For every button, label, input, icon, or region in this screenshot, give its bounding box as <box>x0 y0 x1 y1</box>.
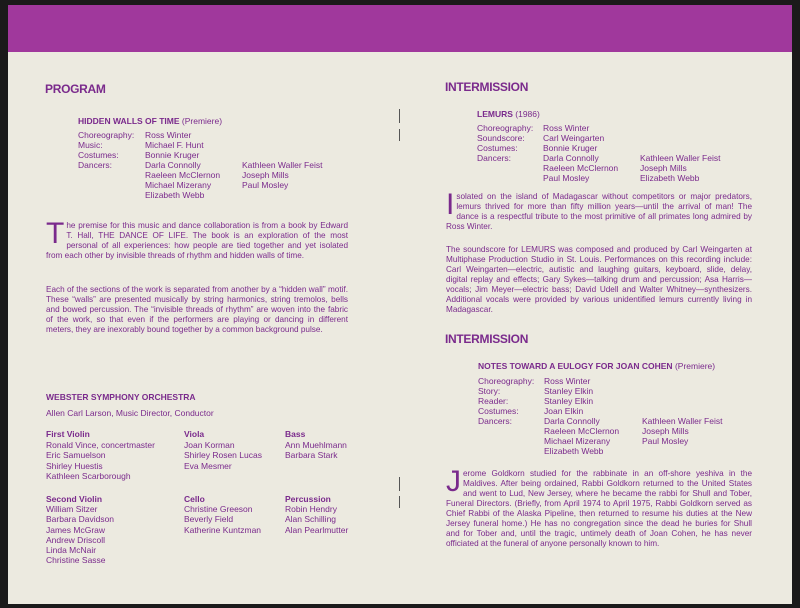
cello-list: Christine Greeson Beverly Field Katherine Kuntzman <box>184 504 262 535</box>
viola-list: Joan Korman Shirley Rosen Lucas Eva Mesmer <box>184 440 262 471</box>
section-first-violin: First Violin <box>46 429 90 439</box>
intermission-heading-1: INTERMISSION <box>445 80 529 94</box>
intermission-heading-2: INTERMISSION <box>445 332 529 346</box>
bass-list: Ann Muehlmann Barbara Stark <box>285 440 347 461</box>
lemurs-credit-labels: Choreography: Soundscore: Costumes: Dancers: <box>477 123 534 163</box>
program-sheet <box>8 5 792 604</box>
music-director: Allen Carl Larson, Music Director, Conductor <box>46 408 214 418</box>
section-second-violin: Second Violin <box>46 494 103 504</box>
second-violin-list: William Sitzer Barbara Davidson James McGraw Andrew Driscoll Linda McNair Christine Sasse <box>46 504 115 566</box>
section-bass: Bass <box>285 429 306 439</box>
eulogy-dancers-column-2: Kathleen Waller Feist Joseph Mills Paul Mosley <box>642 416 723 446</box>
percussion-list: Robin Hendry Alan Schilling Alan Pearlmutter <box>285 504 349 535</box>
fold-mark-top <box>399 109 400 123</box>
orchestra-heading: WEBSTER SYMPHONY ORCHESTRA <box>46 392 196 402</box>
dancers-column-2: Kathleen Waller Feist Joseph Mills Paul Mosley <box>242 160 323 190</box>
paragraph-soundscore: The soundscore for LEMURS was composed and produced by Carl Weingarten at Multiphase Production Studio in St. Louis. Performances on this recording include: Carl Weingarten—electric, autistic and laughing guitars, keyboard, slide, delay, digital replay and effects; Gary Sykes—talking drum and percussion; Asa Harris—vocals; Jim Meyer—electric bass; David Udell and Walter Whitney—synthesizers. Additional vocals were provided by various unidentified lemurs currently living in Madagascar. <box>446 245 752 314</box>
paragraph-lemurs: Isolated on the island of Madagascar without competitors or major predators, lemurs thrived for more than fifty million years—until the arrival of man! The dance is a respectful tribute to the most primitive of all primates long admired by Ross Winter. <box>446 188 752 231</box>
lemurs-dancers-column-2: Kathleen Waller Feist Joseph Mills Elizabeth Webb <box>640 153 721 183</box>
eulogy-credit-values: Ross Winter Stanley Elkin Stanley Elkin Joan Elkin Darla Connolly Raeleen McClernon Michael Mizerany Elizabeth Webb <box>544 376 620 456</box>
drop-cap: T <box>46 217 65 250</box>
credit-values: Ross Winter Michael F. Hunt Bonnie Kruger Darla Connolly Raeleen McClernon Michael Mizerany Elizabeth Webb <box>145 130 221 200</box>
work-title-hidden-walls: HIDDEN WALLS OF TIME (Premiere) <box>78 116 223 126</box>
fold-mark-bottom <box>399 477 400 491</box>
fold-mark-bottom-2 <box>399 496 400 508</box>
work-title-lemurs: LEMURS (1986) <box>477 109 540 119</box>
drop-cap: I <box>446 188 455 221</box>
credit-labels: Choreography: Music: Costumes: Dancers: <box>78 130 135 170</box>
first-violin-list: Ronald Vince, concertmaster Eric Samuelson Shirley Huestis Kathleen Scarborough <box>46 440 155 481</box>
paragraph-premise: The premise for this music and dance collaboration is from a book by Edward T. Hall, THE DANCE OF LIFE. The book is an exploration of the most personal of all experiences: how people are tied together and yet isolated from each other by invisible threads of rhythm and hidden walls of time. <box>46 217 348 260</box>
section-cello: Cello <box>184 494 205 504</box>
paragraph-goldkorn: Jerome Goldkorn studied for the rabbinate in an off-shore yeshiva in the Maldives. After being ordained, Rabbi Goldkorn returned to the United States and went to Lud, New Jersey, where he became the rabbi for Shull and Tober, Funeral Directors. (Briefly, from April 1974 to April 1975, Rabbi Goldkorn served as Chief Rabbi of the Alaska Pipeline, then returned to resume his duties at the New Jersey funeral home.) He has no congregation since the dead he buries for Shull and for Tober and, until the tragic, untimely death of Joan Cohen, he has never officiated at the funeral of anyone personally known to him. <box>446 465 752 548</box>
lemurs-credit-values: Ross Winter Carl Weingarten Bonnie Kruger Darla Connolly Raeleen McClernon Paul Mosley <box>543 123 619 183</box>
eulogy-credit-labels: Choreography: Story: Reader: Costumes: Dancers: <box>478 376 535 426</box>
work-title-eulogy: NOTES TOWARD A EULOGY FOR JOAN COHEN (Premiere) <box>478 361 716 371</box>
header-color-band <box>8 5 792 52</box>
paragraph-walls: Each of the sections of the work is separated from another by a “hidden wall” motif. These “walls” are presented musically by string harmonics, string tremolos, bells and bowed percussion. The “invisible threads of rhythm” are woven into the fabric of the work, so that even if the performers are playing or dancing in different meters, they are inexorably bound together by a common background pulse. <box>46 285 348 334</box>
section-viola: Viola <box>184 429 205 439</box>
program-heading: PROGRAM <box>45 82 106 96</box>
drop-cap: J <box>446 465 461 498</box>
fold-mark-top-2 <box>399 129 400 141</box>
section-percussion: Percussion <box>285 494 331 504</box>
